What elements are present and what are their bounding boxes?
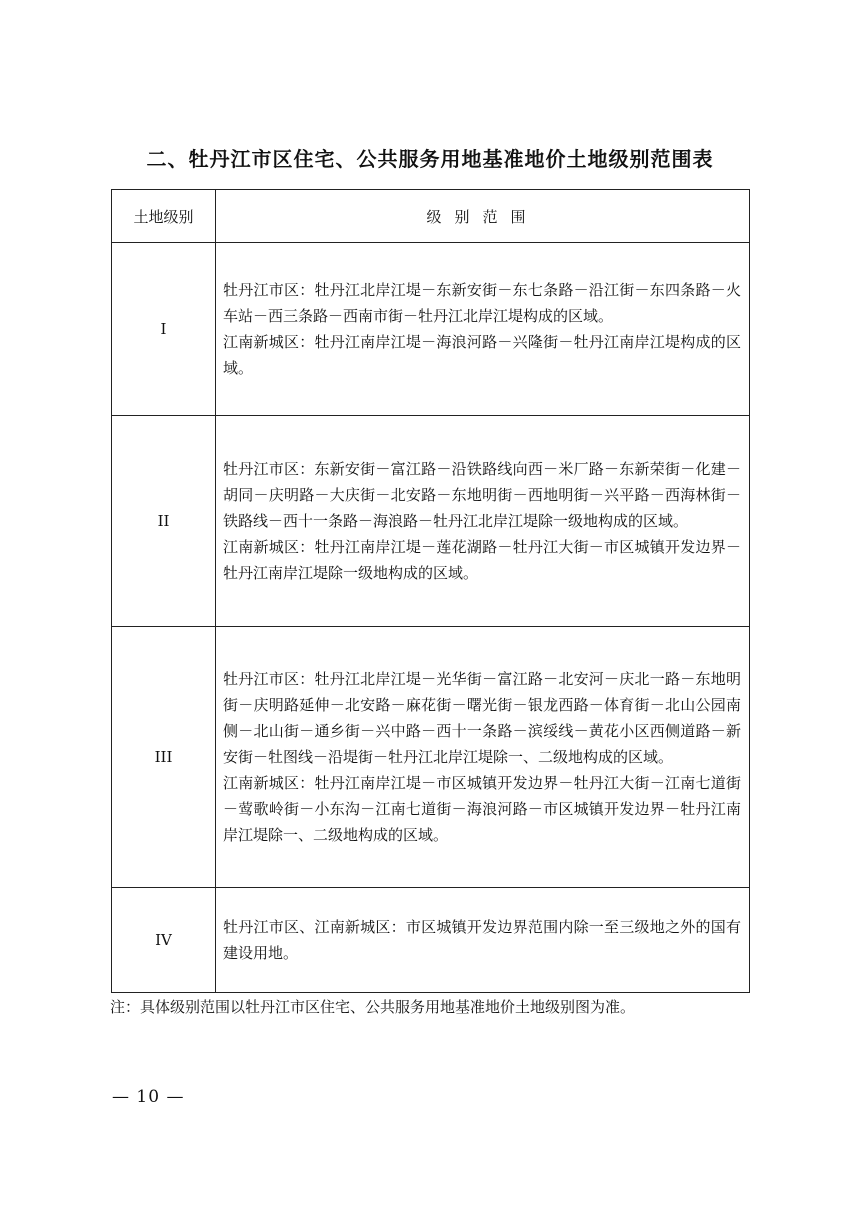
range-paragraph: 江南新城区：牡丹江南岸江堤－海浪河路－兴隆街－牡丹江南岸江堤构成的区域。	[223, 333, 741, 377]
range-paragraph: 江南新城区：牡丹江南岸江堤－莲花湖路－牡丹江大街－市区城镇开发边界－牡丹江南岸江堤除一级地构成的区域。	[223, 538, 741, 582]
table-header-row	[112, 190, 750, 243]
page-title: 二、牡丹江市区住宅、公共服务用地基准地价土地级别范围表	[146, 147, 714, 171]
range-cell	[216, 888, 750, 993]
page-number: — 10 —	[112, 1087, 185, 1107]
header-level-range-label: 级别范围	[426, 207, 539, 226]
range-cell	[216, 416, 750, 627]
table-row	[112, 627, 750, 888]
level-cell: IV	[112, 888, 216, 993]
land-level-table	[111, 189, 750, 993]
range-cell	[216, 243, 750, 416]
range-paragraph: 牡丹江市区：牡丹江北岸江堤－东新安街－东七条路－沿江街－东四条路－火车站－西三条路－西南市街－牡丹江北岸江堤构成的区域。	[223, 281, 741, 325]
table-row	[112, 416, 750, 627]
table-row	[112, 243, 750, 416]
table-row	[112, 888, 750, 993]
level-cell: I	[112, 243, 216, 416]
level-cell: III	[112, 627, 216, 888]
level-cell: II	[112, 416, 216, 627]
header-land-level: 土地级别	[112, 190, 216, 243]
range-paragraph: 牡丹江市区、江南新城区：市区城镇开发边界范围内除一至三级地之外的国有建设用地。	[223, 918, 741, 962]
table-note: 注：具体级别范围以牡丹江市区住宅、公共服务用地基准地价土地级别图为准。	[110, 998, 636, 1016]
range-paragraph: 江南新城区：牡丹江南岸江堤－市区城镇开发边界－牡丹江大街－江南七道街－莺歌岭街－小东沟－江南七道街－海浪河路－市区城镇开发边界－牡丹江南岸江堤除一、二级地构成的区域。	[223, 774, 741, 844]
range-paragraph: 牡丹江市区：东新安街－富江路－沿铁路线向西－米厂路－东新荣街－化建－胡同－庆明路－大庆街－北安路－东地明街－西地明街－兴平路－西海林街－铁路线－西十一条路－海浪路－牡丹江北岸江堤除一级地构成的区域。	[223, 460, 741, 530]
range-paragraph: 牡丹江市区：牡丹江北岸江堤－光华街－富江路－北安河－庆北一路－东地明街－庆明路延伸－北安路－麻花街－曙光街－银龙西路－体育街－北山公园南侧－北山街－通乡街－兴中路－西十一条路－滨绥线－黄花小区西侧道路－新安街－牡图线－沿堤街－牡丹江北岸江堤除一、二级地构成的区域。	[223, 670, 741, 766]
range-cell	[216, 627, 750, 888]
header-level-range	[216, 190, 750, 243]
